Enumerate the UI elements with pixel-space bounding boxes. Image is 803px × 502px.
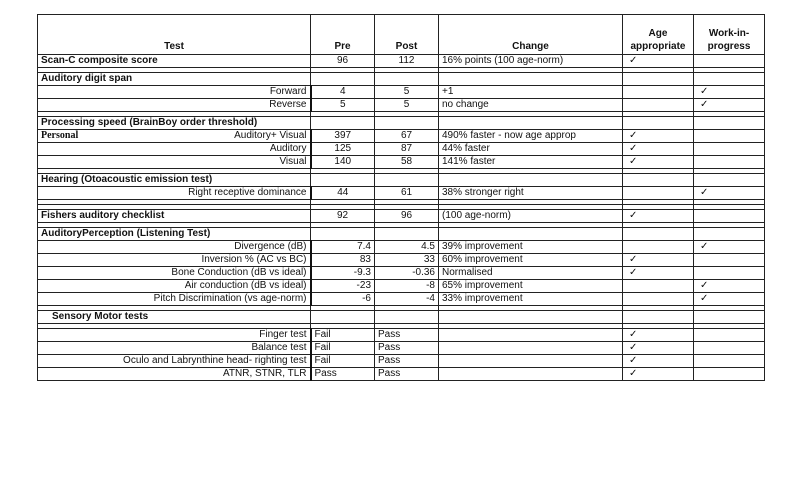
change-value: 39% improvement xyxy=(439,241,623,254)
post-value: 5 xyxy=(375,86,439,99)
section-row xyxy=(38,311,765,324)
section-title: AuditoryPerception (Listening Test) xyxy=(38,228,311,241)
table-row xyxy=(38,368,765,381)
row-label: Air conduction (dB vs ideal) xyxy=(38,280,311,293)
wip-cell xyxy=(694,156,765,169)
wip-cell xyxy=(694,86,765,99)
row-label: Inversion % (AC vs BC) xyxy=(38,254,311,267)
pre-value: Fail xyxy=(311,342,375,355)
age-appropriate-cell xyxy=(623,86,694,99)
wip-cell xyxy=(694,210,765,223)
checkmark-icon: ✓ xyxy=(700,187,709,198)
table-row xyxy=(38,55,765,68)
post-value: 87 xyxy=(375,143,439,156)
wip-cell xyxy=(694,241,765,254)
header-age-line2: appropriate xyxy=(630,41,686,52)
checkmark-icon: ✓ xyxy=(629,143,638,154)
row-label: ATNR, STNR, TLR xyxy=(38,368,311,381)
checkmark-icon: ✓ xyxy=(629,355,638,366)
pre-value: -23 xyxy=(311,280,375,293)
change-value: 44% faster xyxy=(439,143,623,156)
change-value: (100 age-norm) xyxy=(439,210,623,223)
row-label: Oculo and Labrynthine head- righting test xyxy=(38,355,311,368)
pre-value: 83 xyxy=(311,254,375,267)
change-value: +1 xyxy=(439,86,623,99)
post-value: 96 xyxy=(375,210,439,223)
section-row xyxy=(38,228,765,241)
pre-value: Fail xyxy=(311,329,375,342)
change-value: Normalised xyxy=(439,267,623,280)
table-row xyxy=(38,241,765,254)
pre-value: Pass xyxy=(311,368,375,381)
header-pre: Pre xyxy=(311,15,375,55)
section-title: Processing speed (BrainBoy order threshold) xyxy=(38,117,311,130)
header-age-line1: Age xyxy=(648,28,668,39)
post-value: 5 xyxy=(375,99,439,112)
row-label: Balance test xyxy=(38,342,311,355)
checkmark-icon: ✓ xyxy=(700,86,709,97)
table-row xyxy=(38,156,765,169)
age-appropriate-cell xyxy=(623,156,694,169)
checkmark-icon: ✓ xyxy=(629,254,638,265)
post-value: 61 xyxy=(375,187,439,200)
wip-cell xyxy=(694,143,765,156)
header-row xyxy=(38,15,765,55)
row-label: Right receptive dominance xyxy=(38,187,311,200)
section-row xyxy=(38,174,765,187)
table-row xyxy=(38,329,765,342)
checkmark-icon: ✓ xyxy=(700,99,709,110)
post-value: 112 xyxy=(375,55,439,68)
checkmark-icon: ✓ xyxy=(629,130,638,141)
change-value: 38% stronger right xyxy=(439,187,623,200)
change-value xyxy=(439,368,623,381)
pre-value: 125 xyxy=(311,143,375,156)
table-row xyxy=(38,254,765,267)
age-appropriate-cell xyxy=(623,280,694,293)
results-table xyxy=(37,14,765,381)
age-appropriate-cell xyxy=(623,267,694,280)
post-value: 4.5 xyxy=(375,241,439,254)
table-row xyxy=(38,130,765,143)
post-value: Pass xyxy=(375,329,439,342)
section-row xyxy=(38,73,765,86)
wip-cell xyxy=(694,267,765,280)
pre-value: -6 xyxy=(311,293,375,306)
header-test: Test xyxy=(38,15,311,55)
age-appropriate-cell xyxy=(623,143,694,156)
age-appropriate-cell xyxy=(623,55,694,68)
pre-value: 4 xyxy=(311,86,375,99)
row-label-text: Auditory+ Visual xyxy=(234,130,307,141)
age-appropriate-cell xyxy=(623,368,694,381)
age-appropriate-cell xyxy=(623,342,694,355)
table-row xyxy=(38,267,765,280)
wip-cell xyxy=(694,280,765,293)
change-value xyxy=(439,342,623,355)
row-label: Divergence (dB) xyxy=(38,241,311,254)
row-label: Auditory xyxy=(38,143,311,156)
checkmark-icon: ✓ xyxy=(629,156,638,167)
age-appropriate-cell xyxy=(623,99,694,112)
wip-cell xyxy=(694,355,765,368)
header-wip-line1: Work-in- xyxy=(708,28,750,39)
section-row xyxy=(38,117,765,130)
table-row xyxy=(38,280,765,293)
checkmark-icon: ✓ xyxy=(629,329,638,340)
wip-cell xyxy=(694,342,765,355)
change-value: 60% improvement xyxy=(439,254,623,267)
table-row xyxy=(38,210,765,223)
post-value: Pass xyxy=(375,355,439,368)
change-value: 65% improvement xyxy=(439,280,623,293)
table-row xyxy=(38,355,765,368)
header-age-appropriate xyxy=(623,15,694,55)
change-value xyxy=(439,355,623,368)
personal-note: Personal xyxy=(41,130,79,141)
header-change: Change xyxy=(439,15,623,55)
pre-value: 92 xyxy=(311,210,375,223)
pre-value: 96 xyxy=(311,55,375,68)
pre-value: -9.3 xyxy=(311,267,375,280)
pre-value: Fail xyxy=(311,355,375,368)
row-label: Scan-C composite score xyxy=(38,55,311,68)
wip-cell xyxy=(694,329,765,342)
row-label: Reverse xyxy=(38,99,311,112)
row-label xyxy=(38,130,311,143)
age-appropriate-cell xyxy=(623,355,694,368)
change-value: 16% points (100 age-norm) xyxy=(439,55,623,68)
wip-cell xyxy=(694,368,765,381)
age-appropriate-cell xyxy=(623,293,694,306)
header-post: Post xyxy=(375,15,439,55)
change-value xyxy=(439,329,623,342)
checkmark-icon: ✓ xyxy=(700,241,709,252)
table-row xyxy=(38,342,765,355)
age-appropriate-cell xyxy=(623,210,694,223)
post-value: -8 xyxy=(375,280,439,293)
change-value: 33% improvement xyxy=(439,293,623,306)
section-title: Auditory digit span xyxy=(38,73,311,86)
pre-value: 140 xyxy=(311,156,375,169)
section-title: Sensory Motor tests xyxy=(38,311,311,324)
pre-value: 44 xyxy=(311,187,375,200)
age-appropriate-cell xyxy=(623,329,694,342)
row-label: Forward xyxy=(38,86,311,99)
wip-cell xyxy=(694,55,765,68)
section-title: Hearing (Otoacoustic emission test) xyxy=(38,174,311,187)
pre-value: 5 xyxy=(311,99,375,112)
header-work-in-progress xyxy=(694,15,765,55)
row-label: Visual xyxy=(38,156,311,169)
row-label: Bone Conduction (dB vs ideal) xyxy=(38,267,311,280)
checkmark-icon: ✓ xyxy=(629,342,638,353)
wip-cell xyxy=(694,254,765,267)
checkmark-icon: ✓ xyxy=(629,368,638,379)
wip-cell xyxy=(694,293,765,306)
table-row xyxy=(38,99,765,112)
post-value: Pass xyxy=(375,368,439,381)
table-row xyxy=(38,187,765,200)
wip-cell xyxy=(694,99,765,112)
post-value: 67 xyxy=(375,130,439,143)
wip-cell xyxy=(694,130,765,143)
post-value: Pass xyxy=(375,342,439,355)
age-appropriate-cell xyxy=(623,241,694,254)
checkmark-icon: ✓ xyxy=(629,267,638,278)
checkmark-icon: ✓ xyxy=(700,280,709,291)
pre-value: 397 xyxy=(311,130,375,143)
table-row xyxy=(38,293,765,306)
post-value: -0.36 xyxy=(375,267,439,280)
table-row xyxy=(38,86,765,99)
row-label: Pitch Discrimination (vs age-norm) xyxy=(38,293,311,306)
change-value: no change xyxy=(439,99,623,112)
age-appropriate-cell xyxy=(623,254,694,267)
change-value: 490% faster - now age approp xyxy=(439,130,623,143)
row-label: Finger test xyxy=(38,329,311,342)
age-appropriate-cell xyxy=(623,187,694,200)
checkmark-icon: ✓ xyxy=(629,55,638,66)
table-row xyxy=(38,143,765,156)
post-value: 33 xyxy=(375,254,439,267)
post-value: -4 xyxy=(375,293,439,306)
checkmark-icon: ✓ xyxy=(629,210,638,221)
post-value: 58 xyxy=(375,156,439,169)
age-appropriate-cell xyxy=(623,130,694,143)
header-wip-line2: progress xyxy=(707,41,751,52)
change-value: 141% faster xyxy=(439,156,623,169)
wip-cell xyxy=(694,187,765,200)
checkmark-icon: ✓ xyxy=(700,293,709,304)
row-label: Fishers auditory checklist xyxy=(38,210,311,223)
pre-value: 7.4 xyxy=(311,241,375,254)
